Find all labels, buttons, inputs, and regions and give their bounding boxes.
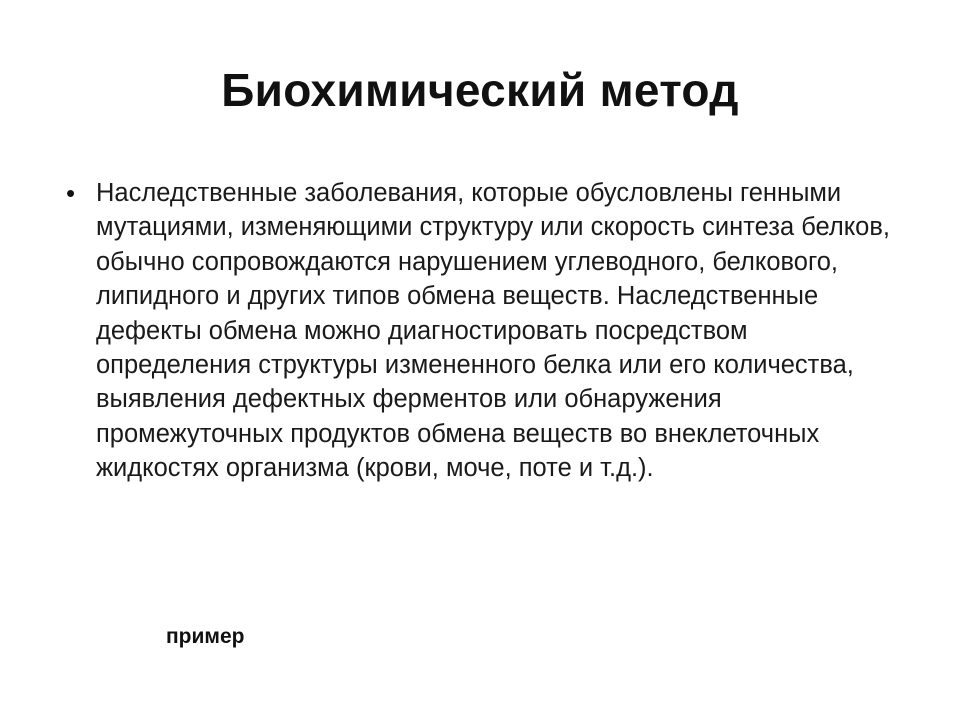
bullet-icon: • xyxy=(66,178,76,208)
bullet-text: Наследственные заболевания, которые обусловлены генными мутациями, изменяющими структуру или скорость синтеза белков, обычно сопровождаются нарушением углеводного, белкового, липидного и других типов обмена веществ. Наследственные дефекты обмена можно диагностировать посредством определения структуры измененного белка или его количества, выявления дефектных ферментов или обнаружения промежуточных продуктов обмена веществ во внеклеточных жидкостях организма (крови, моче, поте и т.д.). xyxy=(96,179,890,483)
slide-content xyxy=(60,176,900,486)
bullet-item xyxy=(60,176,900,486)
slide-title: Биохимический метод xyxy=(221,64,739,116)
example-label: пример xyxy=(166,625,245,648)
